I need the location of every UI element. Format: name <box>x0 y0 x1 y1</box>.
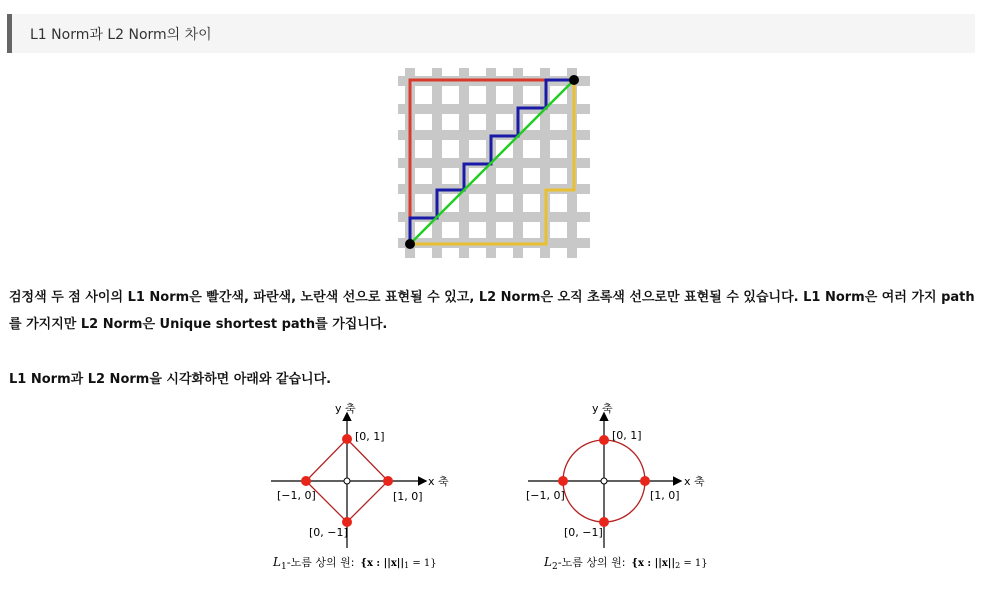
l2-caption: $L_2-$노름 상의 원: {x : ||x||2 = 1} <box>544 555 708 572</box>
l1-caption: $L_1-$노름 상의 원: {x : ||x||1 = 1} <box>273 555 437 572</box>
l2-label-top: [0, 1] <box>612 429 642 442</box>
norm-path-grid-figure <box>398 68 590 258</box>
l2-unit-circle-figure <box>522 398 722 578</box>
section-heading-text: L1 Norm과 L2 Norm의 차이 <box>30 27 212 43</box>
paragraph-1: 검정색 두 점 사이의 L1 Norm은 빨간색, 파란색, 노란색 선으로 표현될 수 있고, L2 Norm은 오직 초록색 선으로만 표현될 수 있습니다. L1 Norm은 여러 가지 path를 가지지만 L2 Norm은 Unique shortest path를 가집니다. <box>9 290 975 332</box>
l2-label-bottom: [0, −1] <box>564 526 603 539</box>
l2-point-left <box>558 476 568 486</box>
paragraph-2: L1 Norm과 L2 Norm을 시각화하면 아래와 같습니다. <box>9 372 332 387</box>
l2-point-right <box>640 476 650 486</box>
l2-x-axis-label: x 축 <box>684 475 705 488</box>
l1-point-left <box>301 476 311 486</box>
end-point <box>569 75 579 85</box>
l2-label-left: [−1, 0] <box>526 489 565 502</box>
start-point <box>405 239 415 249</box>
l1-label-right: [1, 0] <box>393 490 423 503</box>
l2-y-axis-label: y 축 <box>592 402 613 415</box>
l2-origin <box>601 478 607 484</box>
l1-y-axis-label: y 축 <box>335 402 356 415</box>
l2-point-top <box>599 435 609 445</box>
l1-label-bottom: [0, −1] <box>309 526 348 539</box>
l1-origin <box>344 478 350 484</box>
grid-lines <box>398 68 590 258</box>
l1-label-top: [0, 1] <box>355 430 385 443</box>
l1-x-axis-label: x 축 <box>428 475 449 488</box>
l2-label-right: [1, 0] <box>650 489 680 502</box>
l1-label-left: [−1, 0] <box>277 489 316 502</box>
l1-point-top <box>342 434 352 444</box>
section-heading <box>7 14 975 53</box>
l1-unit-circle-figure <box>265 398 465 578</box>
l1-point-right <box>383 476 393 486</box>
